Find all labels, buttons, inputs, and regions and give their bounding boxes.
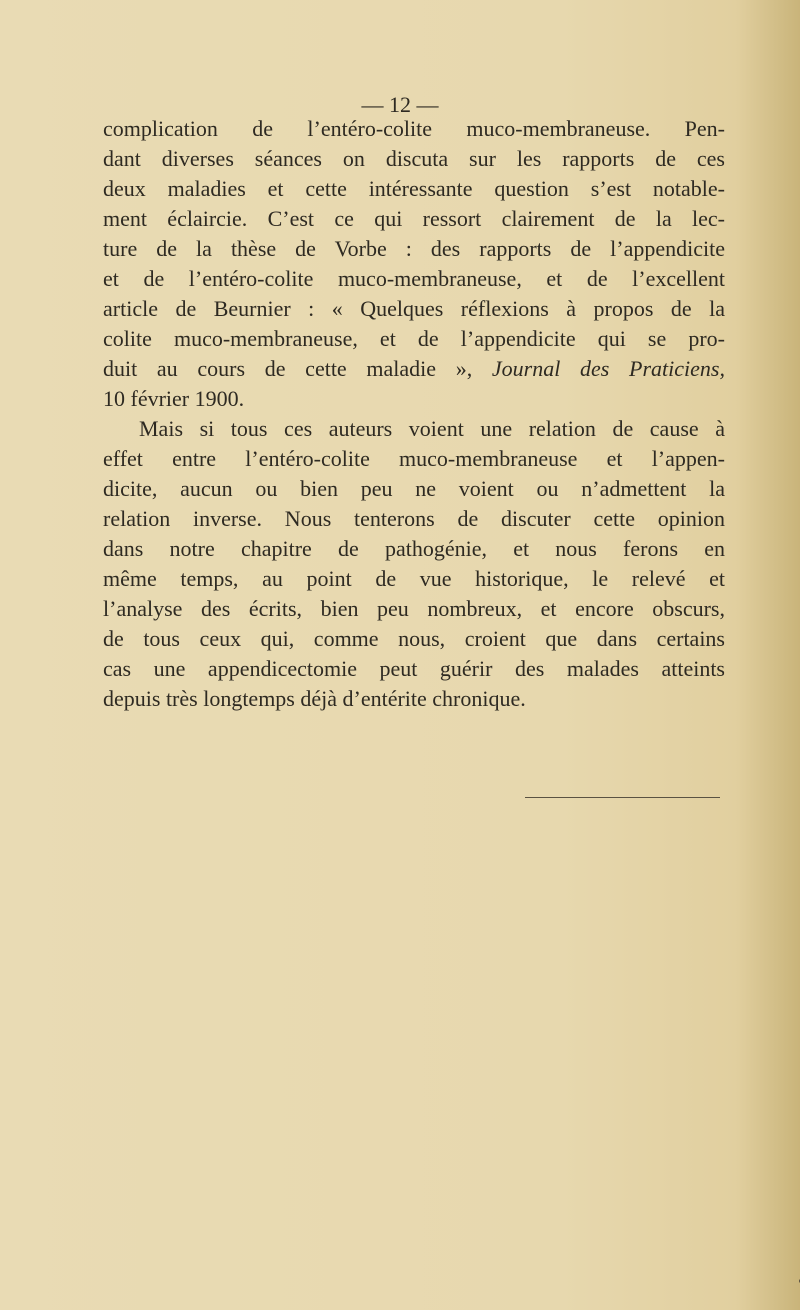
text-line: dans notre chapitre de pathogénie, et nous ferons en bbox=[103, 536, 725, 561]
text-line: complication de l’entéro-colite muco-membraneuse. Pen- bbox=[103, 116, 725, 141]
text-line: cas une appendicectomie peut guérir des malades atteints bbox=[103, 656, 725, 681]
text-line: de tous ceux qui, comme nous, croient que dans certains bbox=[103, 626, 725, 651]
text-line: et de l’entéro-colite muco-membraneuse, et de l’excellent bbox=[103, 266, 725, 291]
text-line: 10 février 1900. bbox=[103, 386, 245, 411]
text-line: l’analyse des écrits, bien peu nombreux, et encore obscurs, bbox=[103, 596, 725, 621]
text-line: même temps, au point de vue historique, le relevé et bbox=[103, 566, 725, 591]
page-number: — 12 — bbox=[361, 92, 439, 117]
text-segment: duit au cours de cette maladie », bbox=[103, 356, 492, 381]
text-line: dicite, aucun ou bien peu ne voient ou n’admettent la bbox=[103, 476, 725, 501]
text-line: ture de la thèse de Vorbe : des rapports de l’appendicite bbox=[103, 236, 725, 261]
body-text bbox=[103, 114, 725, 714]
journal-title: Journal des Praticiens, bbox=[491, 356, 725, 381]
text-line: article de Beurnier : « Quelques réflexions à propos de la bbox=[103, 296, 725, 321]
text-line: relation inverse. Nous tenterons de discuter cette opinion bbox=[103, 506, 725, 531]
text-line: effet entre l’entéro-colite muco-membraneuse et l’appen- bbox=[103, 446, 725, 471]
text-line: deux maladies et cette intéressante question s’est notable- bbox=[103, 176, 725, 201]
text-line: ment éclaircie. C’est ce qui ressort clairement de la lec- bbox=[103, 206, 725, 231]
text-line bbox=[103, 354, 725, 384]
paragraph-start-line: Mais si tous ces auteurs voient une relation de cause à bbox=[139, 416, 725, 441]
text-line: depuis très longtemps déjà d’entérite chronique. bbox=[103, 686, 526, 711]
end-rule-divider bbox=[525, 797, 720, 798]
text-line: colite muco-membraneuse, et de l’appendicite qui se pro- bbox=[103, 326, 725, 351]
text-line: dant diverses séances on discuta sur les rapports de ces bbox=[103, 146, 725, 171]
